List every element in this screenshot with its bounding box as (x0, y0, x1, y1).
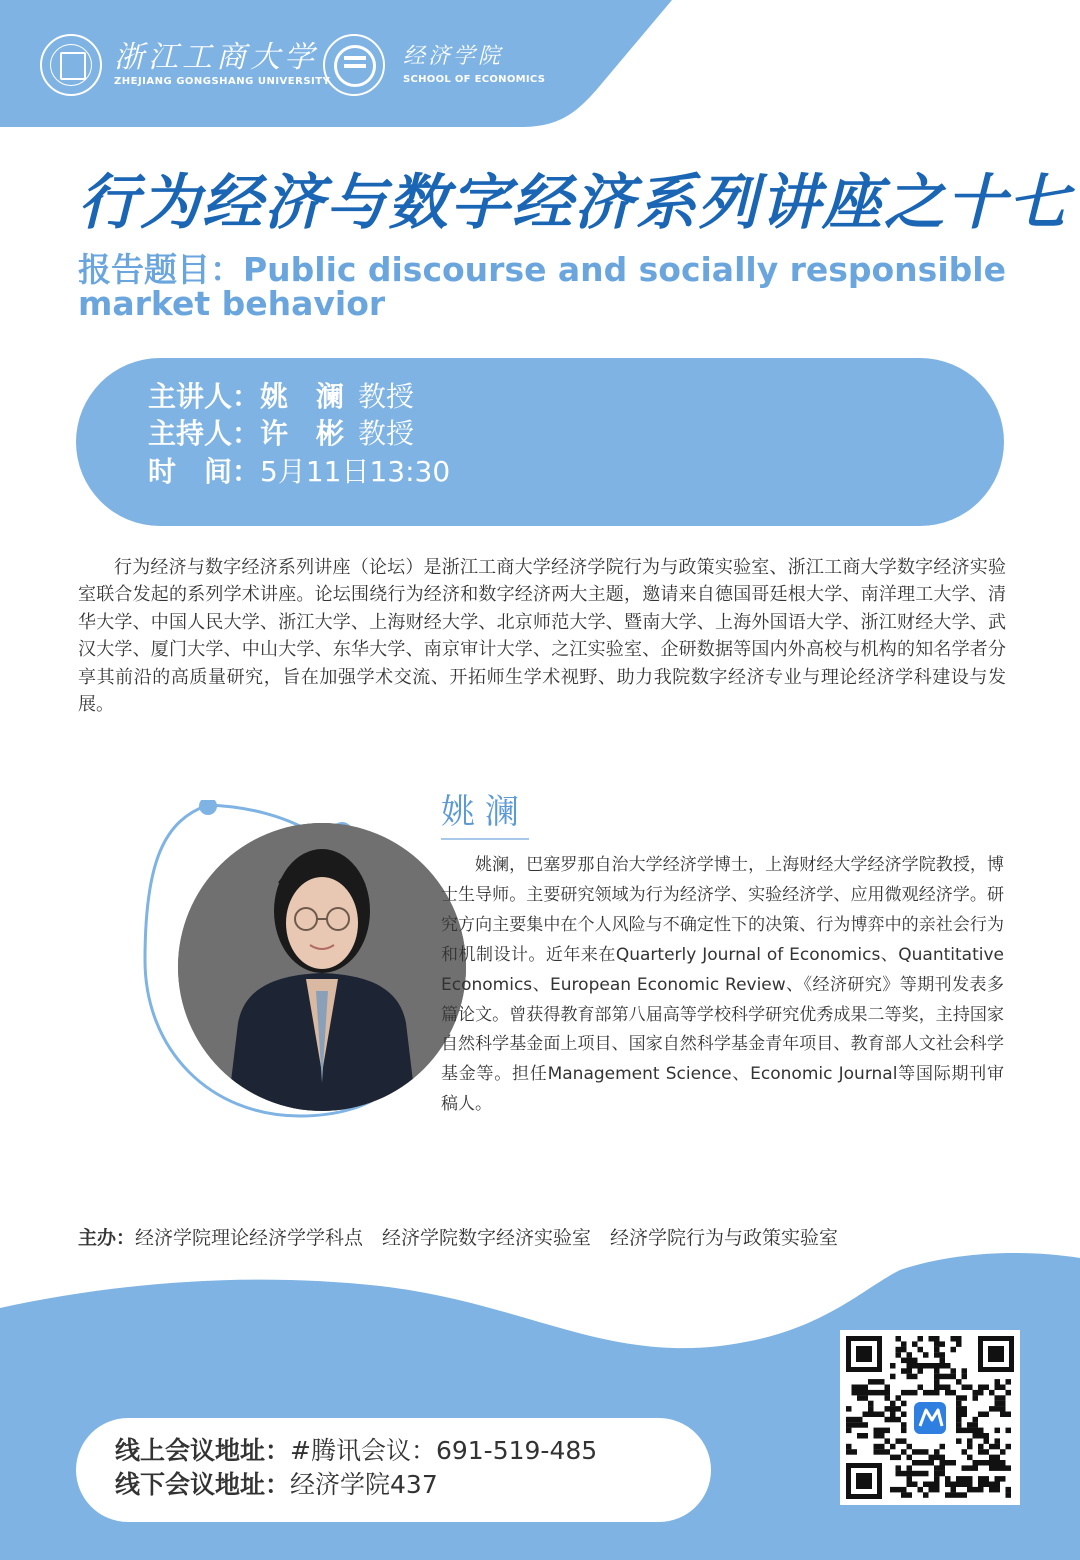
report-title-word: responsible (789, 250, 1006, 289)
school-name-en: SCHOOL OF ECONOMICS (403, 74, 546, 85)
speaker-title: 教授 (358, 380, 415, 413)
report-title-label: 报告题目： (78, 250, 243, 289)
speaker-label: 主讲人： (148, 380, 261, 413)
school-name-cn: 经济学院 (403, 44, 504, 69)
university-logo (40, 34, 330, 96)
university-name-en: ZHEJIANG GONGSHANG UNIVERSITY (114, 76, 331, 87)
meeting-address-panel (76, 1418, 711, 1522)
tencent-meeting-icon (910, 1398, 950, 1438)
host-name: 许 彬 (260, 417, 345, 450)
school-seal-icon (323, 34, 385, 96)
speaker-photo (178, 823, 466, 1111)
speaker-bio-text: 姚澜，巴塞罗那自治大学经济学博士，上海财经大学经济学院教授，博士生导师。主要研究领域为行为经济学、实验经济学、应用微观经济学。研究方向主要集中在个人风险与不确定性下的决策、行为博弈中的亲社会行为和机制设计。近年来在Quarterly Journal of Economics、Quantitative Economics、European Economic Review、《经济研究》等期刊发表多篇论文。曾获得教育部第八届高等学校科学研究优秀成果二等奖，主持国家自然科学基金面上项目、国家自然科学基金青年项目、教育部人文社会科学基金等。担任Management Science、Economic Journal等国际期刊审稿人。 (441, 855, 1004, 1115)
time-value: 5月11日13:30 (260, 455, 451, 488)
online-meeting-label: 线上会议地址： (115, 1436, 291, 1465)
organizers-label: 主办： (78, 1227, 136, 1249)
report-title-word: and (557, 250, 628, 289)
university-seal-icon (40, 34, 102, 96)
host-label: 主持人： (148, 417, 261, 450)
organizers (78, 1224, 1018, 1252)
time-row (148, 454, 450, 490)
host-row (148, 416, 414, 452)
report-title-word: Public (243, 250, 357, 289)
report-title-line2: market behavior (78, 284, 386, 323)
report-title-word: socially (638, 250, 779, 289)
qr-code-icon[interactable] (840, 1330, 1020, 1505)
report-title (78, 250, 1006, 323)
offline-meeting-row (115, 1468, 438, 1502)
speaker-bio-name: 姚澜 (441, 790, 529, 840)
lecture-series-title: 行为经济与数字经济系列讲座之十七 (78, 168, 1070, 238)
university-name-cn: 浙江工商大学 (114, 40, 318, 75)
speaker-row (148, 379, 414, 415)
series-introduction: 行为经济与数字经济系列讲座（论坛）是浙江工商大学经济学院行为与政策实验室、浙江工商大学数字经济实验室联合发起的系列学术讲座。论坛围绕行为经济和数字经济两大主题，邀请来自德国哥廷根大学、南洋理工大学、清华大学、中国人民大学、浙江大学、上海财经大学、北京师范大学、暨南大学、上海外国语大学、浙江财经大学、武汉大学、厦门大学、中山大学、东华大学、南京审计大学、之江实验室、企研数据等国内外高校与机构的知名学者分享其前沿的高质量研究，旨在加强学术交流、开拓师生学术视野、助力我院数字经济专业与理论经济学科建设与发展。 (78, 557, 1006, 716)
organizers-list: 经济学院理论经济学学科点 经济学院数字经济实验室 经济学院行为与政策实验室 (135, 1227, 839, 1249)
report-title-word: discourse (367, 250, 547, 289)
offline-meeting-label: 线下会议地址： (115, 1470, 291, 1499)
time-label: 时 间： (148, 455, 261, 488)
speaker-name: 姚 澜 (260, 380, 345, 413)
offline-meeting-location: 经济学院437 (290, 1470, 438, 1499)
online-meeting-id[interactable]: #腾讯会议：691-519-485 (290, 1436, 598, 1465)
speaker-info-panel (76, 358, 1004, 526)
host-title: 教授 (358, 417, 415, 450)
online-meeting-row (115, 1434, 597, 1468)
school-logo (323, 34, 545, 96)
